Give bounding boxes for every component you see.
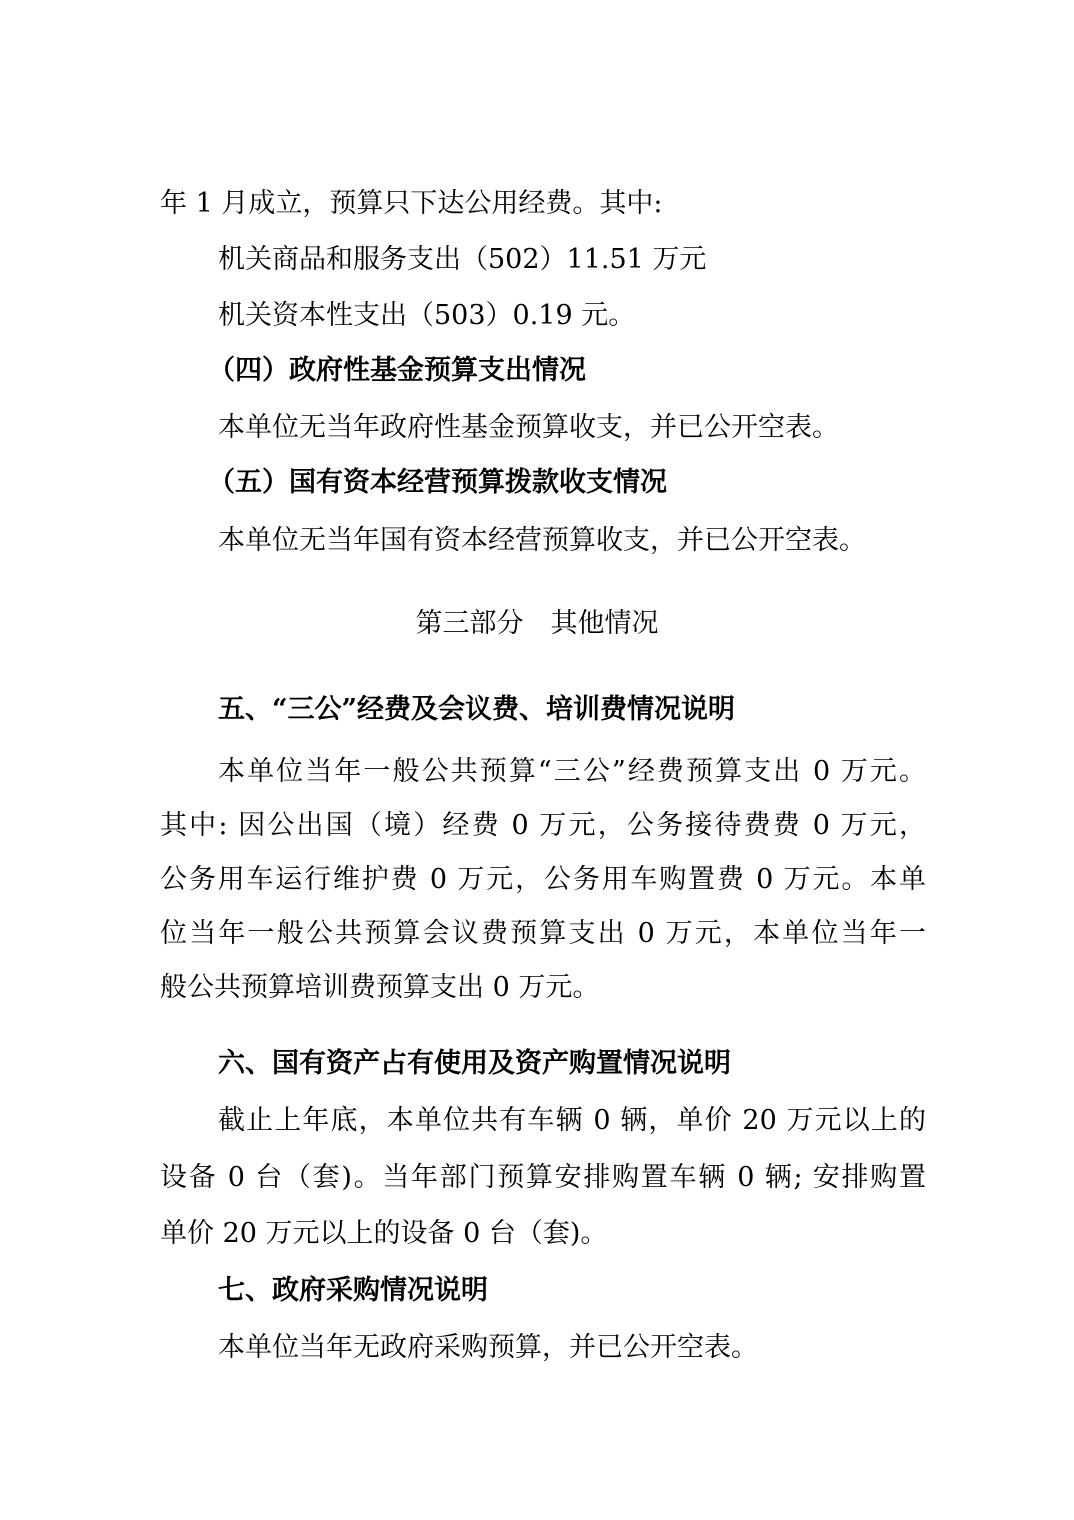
paragraph-line: 年 1 月成立，预算只下达公用经费。其中: <box>160 188 663 219</box>
section-heading: （五）国有资本经营预算拨款收支情况 <box>208 467 667 498</box>
part-title: 第三部分 其他情况 <box>415 608 659 639</box>
section-heading: 七、政府采购情况说明 <box>218 1275 488 1306</box>
section-heading: （四）政府性基金预算支出情况 <box>208 355 586 386</box>
paragraph-line: 本单位当年无政府采购预算，并已公开空表。 <box>218 1332 758 1363</box>
paragraph-line: 设备 0 台（套)。当年部门预算安排购置车辆 0 辆; 安排购置 <box>160 1162 926 1193</box>
paragraph-line: 本单位无当年国有资本经营预算收支，并已公开空表。 <box>218 525 866 556</box>
paragraph-line: 机关资本性支出（503）0.19 元。 <box>218 300 636 331</box>
section-heading: 五、“三公”经费及会议费、培训费情况说明 <box>218 694 736 725</box>
paragraph-line: 截止上年底，本单位共有车辆 0 辆，单价 20 万元以上的 <box>218 1105 926 1136</box>
paragraph-line: 般公共预算培训费预算支出 0 万元。 <box>160 972 600 1003</box>
paragraph-line: 机关商品和服务支出（502）11.51 万元 <box>218 244 707 275</box>
paragraph-line: 位当年一般公共预算会议费预算支出 0 万元，本单位当年一 <box>160 918 926 949</box>
paragraph-line: 本单位当年一般公共预算“三公”经费预算支出 0 万元。 <box>218 756 926 787</box>
paragraph-line: 其中: 因公出国（境）经费 0 万元，公务接待费费 0 万元， <box>160 810 926 841</box>
paragraph-line: 公务用车运行维护费 0 万元，公务用车购置费 0 万元。本单 <box>160 864 926 895</box>
paragraph-line: 本单位无当年政府性基金预算收支，并已公开空表。 <box>218 412 839 443</box>
section-heading: 六、国有资产占有使用及资产购置情况说明 <box>218 1048 731 1079</box>
paragraph-line: 单价 20 万元以上的设备 0 台（套)。 <box>160 1218 608 1249</box>
